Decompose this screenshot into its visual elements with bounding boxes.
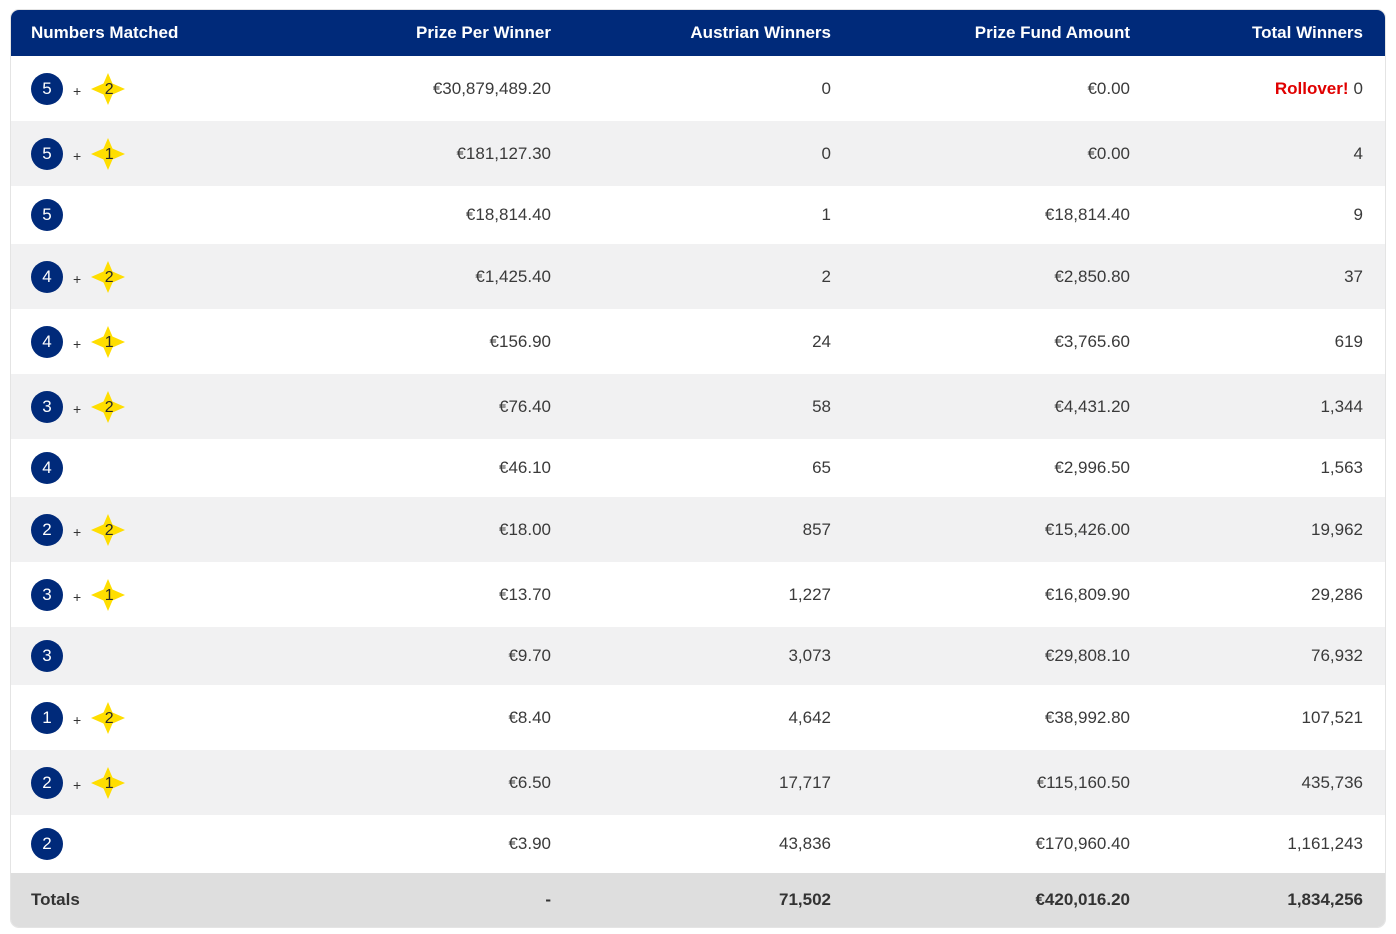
- table-row: [11, 309, 1385, 374]
- total-winners-cell: [1130, 332, 1363, 352]
- prize-per-winner-cell: €18,814.40: [465, 205, 551, 224]
- totals-row: [11, 873, 1385, 927]
- lucky-star-icon: [88, 136, 128, 172]
- lucky-star-icon: [88, 259, 128, 295]
- numbers-matched-cell: [11, 259, 311, 295]
- prize-fund-cell: €0.00: [1087, 78, 1130, 98]
- austrian-winners-cell: 0: [821, 78, 831, 98]
- totals-prize: -: [545, 890, 551, 909]
- table-row: [11, 685, 1385, 750]
- total-winners-cell: [1130, 646, 1363, 666]
- header-total-winners: Total Winners: [1252, 23, 1363, 42]
- total-winners-value: 37: [1344, 266, 1363, 286]
- table-row: [11, 627, 1385, 685]
- austrian-winners-cell: 58: [812, 396, 831, 416]
- prize-per-winner-cell: €76.40: [499, 396, 551, 416]
- main-number-ball: 2: [31, 767, 63, 799]
- numbers-matched-cell: [11, 452, 311, 484]
- numbers-matched-cell: [11, 640, 311, 672]
- numbers-matched-cell: [11, 71, 311, 107]
- total-winners-value: 619: [1334, 331, 1363, 351]
- total-winners-cell: [1130, 458, 1363, 478]
- prize-per-winner-cell: €18.00: [499, 519, 551, 539]
- prize-per-winner-cell: €30,879,489.20: [432, 78, 551, 98]
- austrian-winners-cell: 65: [812, 458, 831, 477]
- plus-sign: +: [73, 270, 82, 287]
- total-winners-value: 19,962: [1311, 519, 1363, 539]
- table-row: [11, 244, 1385, 309]
- main-number-ball: 5: [31, 199, 63, 231]
- table-row: [11, 56, 1385, 121]
- total-winners-cell: [1130, 834, 1363, 854]
- lucky-star-icon: [88, 324, 128, 360]
- prize-per-winner-cell: €9.70: [508, 646, 551, 665]
- table-row: [11, 186, 1385, 244]
- header-austrian-winners: Austrian Winners: [690, 23, 831, 42]
- prize-per-winner-cell: €46.10: [499, 458, 551, 477]
- prize-per-winner-cell: €1,425.40: [475, 266, 551, 286]
- table-row: [11, 374, 1385, 439]
- lucky-star-count: 1: [104, 145, 114, 163]
- prize-fund-cell: €2,850.80: [1054, 266, 1130, 286]
- prize-fund-cell: €3,765.60: [1054, 331, 1130, 351]
- lucky-star-icon: [88, 577, 128, 613]
- rollover-label: Rollover!: [1274, 78, 1349, 98]
- table-row: [11, 497, 1385, 562]
- numbers-matched-cell: [11, 324, 311, 360]
- table-row: [11, 750, 1385, 815]
- total-winners-cell: [1130, 520, 1363, 540]
- table-row: [11, 815, 1385, 873]
- prize-fund-cell: €2,996.50: [1054, 458, 1130, 477]
- totals-label: Totals: [31, 890, 80, 909]
- total-winners-cell: [1130, 397, 1363, 417]
- main-number-ball: 5: [31, 73, 63, 105]
- prize-breakdown-table: [11, 10, 1385, 927]
- prize-fund-cell: €38,992.80: [1044, 707, 1130, 727]
- main-number-ball: 3: [31, 579, 63, 611]
- main-number-ball: 3: [31, 640, 63, 672]
- lucky-star-count: 2: [104, 398, 114, 416]
- total-winners-value: 4: [1353, 143, 1363, 163]
- austrian-winners-cell: 17,717: [779, 772, 831, 792]
- table-body: [11, 56, 1385, 873]
- prize-fund-cell: €29,808.10: [1044, 646, 1130, 665]
- prize-per-winner-cell: €156.90: [489, 331, 551, 351]
- total-winners-value: 1,344: [1320, 396, 1363, 416]
- total-winners-value: 76,932: [1311, 646, 1363, 665]
- total-winners-value: 0: [1353, 78, 1363, 98]
- lucky-star-count: 2: [104, 709, 114, 727]
- table-row: [11, 121, 1385, 186]
- total-winners-cell: [1130, 585, 1363, 605]
- lucky-star-count: 2: [104, 521, 114, 539]
- numbers-matched-cell: [11, 389, 311, 425]
- lucky-star-count: 1: [104, 586, 114, 604]
- lucky-star-icon: [88, 512, 128, 548]
- total-winners-cell: [1130, 773, 1363, 793]
- totals-prize-fund: €420,016.20: [1035, 890, 1130, 909]
- main-number-ball: 3: [31, 391, 63, 423]
- totals-austrian-winners: 71,502: [779, 890, 831, 909]
- austrian-winners-cell: 0: [821, 143, 831, 163]
- lucky-star-icon: [88, 765, 128, 801]
- prize-per-winner-cell: €181,127.30: [456, 143, 551, 163]
- plus-sign: +: [73, 147, 82, 164]
- austrian-winners-cell: 3,073: [788, 646, 831, 665]
- prize-fund-cell: €115,160.50: [1036, 772, 1130, 792]
- prize-per-winner-cell: €3.90: [508, 834, 551, 853]
- table-header: [11, 10, 1385, 56]
- plus-sign: +: [73, 711, 82, 728]
- total-winners-cell: [1130, 144, 1363, 164]
- header-prize-fund-amount: Prize Fund Amount: [974, 23, 1130, 42]
- numbers-matched-cell: [11, 577, 311, 613]
- lucky-star-icon: [88, 700, 128, 736]
- austrian-winners-cell: 4,642: [788, 707, 831, 727]
- prize-fund-cell: €18,814.40: [1044, 205, 1130, 224]
- numbers-matched-cell: [11, 512, 311, 548]
- total-winners-value: 1,161,243: [1287, 834, 1363, 853]
- totals-total-winners: 1,834,256: [1287, 890, 1363, 909]
- total-winners-cell: [1130, 708, 1363, 728]
- lucky-star-count: 2: [104, 80, 114, 98]
- main-number-ball: 1: [31, 702, 63, 734]
- total-winners-value: 29,286: [1311, 584, 1363, 604]
- numbers-matched-cell: [11, 199, 311, 231]
- plus-sign: +: [73, 400, 82, 417]
- lucky-star-count: 1: [104, 774, 114, 792]
- prize-fund-cell: €4,431.20: [1054, 396, 1130, 416]
- main-number-ball: 4: [31, 261, 63, 293]
- numbers-matched-cell: [11, 765, 311, 801]
- prize-per-winner-cell: €13.70: [499, 584, 551, 604]
- numbers-matched-cell: [11, 700, 311, 736]
- total-winners-cell: [1130, 267, 1363, 287]
- total-winners-value: 435,736: [1301, 772, 1363, 792]
- total-winners-value: 1,563: [1320, 458, 1363, 477]
- prize-fund-cell: €170,960.40: [1035, 834, 1130, 853]
- austrian-winners-cell: 1,227: [788, 584, 831, 604]
- header-prize-per-winner: Prize Per Winner: [416, 23, 551, 42]
- austrian-winners-cell: 857: [802, 519, 831, 539]
- prize-per-winner-cell: €6.50: [508, 772, 551, 792]
- austrian-winners-cell: 2: [821, 266, 831, 286]
- table-row: [11, 439, 1385, 497]
- prize-fund-cell: €0.00: [1087, 143, 1130, 163]
- header-numbers-matched: Numbers Matched: [31, 23, 179, 42]
- total-winners-cell: [1130, 79, 1363, 99]
- plus-sign: +: [73, 588, 82, 605]
- numbers-matched-cell: [11, 136, 311, 172]
- prize-per-winner-cell: €8.40: [508, 707, 551, 727]
- austrian-winners-cell: 43,836: [779, 834, 831, 853]
- main-number-ball: 5: [31, 138, 63, 170]
- main-number-ball: 2: [31, 514, 63, 546]
- main-number-ball: 4: [31, 326, 63, 358]
- austrian-winners-cell: 1: [821, 205, 831, 224]
- plus-sign: +: [73, 335, 82, 352]
- numbers-matched-cell: [11, 828, 311, 860]
- lucky-star-count: 1: [104, 333, 114, 351]
- main-number-ball: 4: [31, 452, 63, 484]
- plus-sign: +: [73, 523, 82, 540]
- main-number-ball: 2: [31, 828, 63, 860]
- lucky-star-count: 2: [104, 268, 114, 286]
- plus-sign: +: [73, 776, 82, 793]
- table-row: [11, 562, 1385, 627]
- plus-sign: +: [73, 82, 82, 99]
- prize-fund-cell: €15,426.00: [1044, 519, 1130, 539]
- lucky-star-icon: [88, 71, 128, 107]
- total-winners-value: 9: [1353, 205, 1363, 224]
- lucky-star-icon: [88, 389, 128, 425]
- prize-fund-cell: €16,809.90: [1044, 584, 1130, 604]
- total-winners-value: 107,521: [1301, 707, 1363, 727]
- total-winners-cell: [1130, 205, 1363, 225]
- austrian-winners-cell: 24: [812, 331, 831, 351]
